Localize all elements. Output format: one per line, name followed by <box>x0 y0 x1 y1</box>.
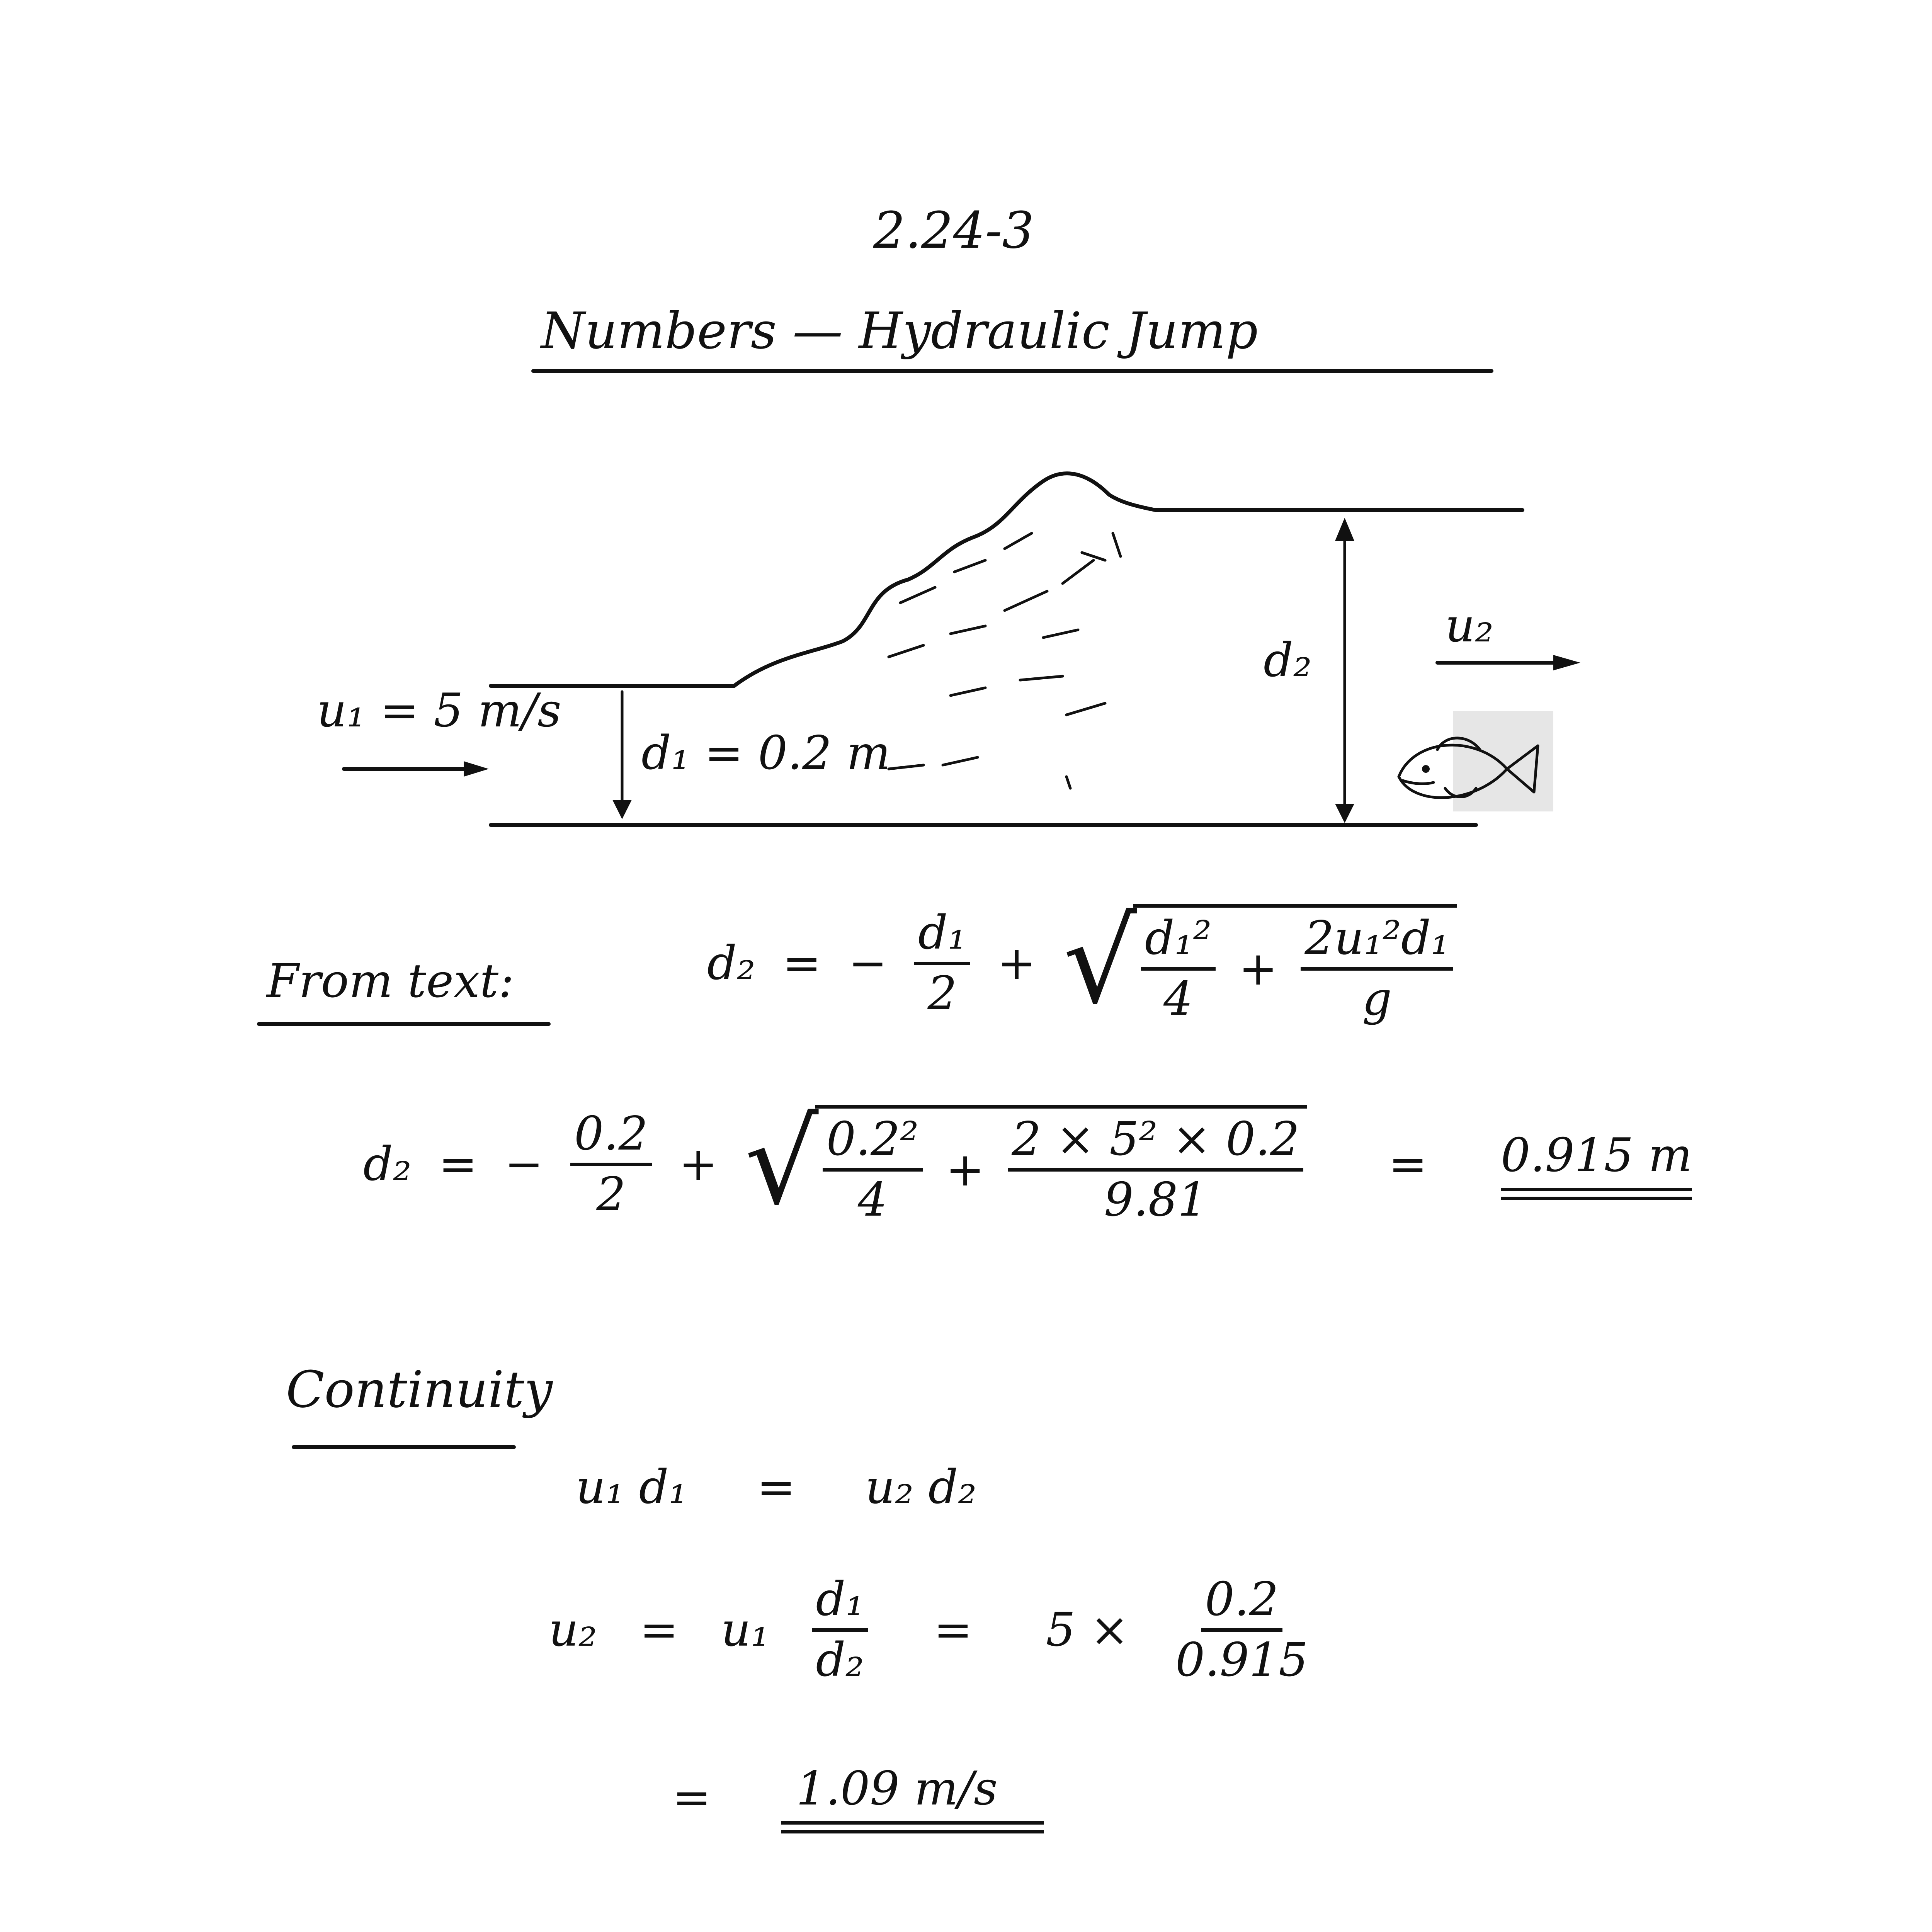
eq2-equals-2: = <box>1388 1137 1427 1191</box>
cont-l3-equals: = <box>672 1771 711 1825</box>
cont-l3-result-block <box>781 1762 1044 1833</box>
eq2-minus: − <box>504 1137 544 1191</box>
u2-label: u₂ <box>1445 599 1494 653</box>
eq2-lhs: d₂ <box>363 1137 412 1191</box>
d2-label: d₂ <box>1264 634 1312 687</box>
eq2-plus2: + <box>946 1143 985 1197</box>
cont-l3-result: 1.09 m/s <box>781 1762 1044 1825</box>
cont-l2-equals: = <box>639 1603 679 1657</box>
cont-l2-frac-0.2-over-0.915 <box>1172 1573 1312 1687</box>
eq1-plus2: + <box>1238 942 1278 996</box>
eq1-equals: = <box>782 936 821 990</box>
cont-l2-equals-2: = <box>934 1603 973 1657</box>
eq1-frac2-den: 4 <box>1163 972 1193 1026</box>
eq1-frac2-num: d₁² <box>1141 915 1216 971</box>
eq1-lhs: d₂ <box>707 936 755 990</box>
eq1-frac3-den: g <box>1362 972 1392 1026</box>
continuity-line-3 <box>672 1762 1044 1833</box>
cont-l2-frac2-den: 0.915 <box>1175 1633 1308 1687</box>
eq1-frac3-num: 2u₁²d₁ <box>1301 915 1453 971</box>
cont-l2-frac2-num: 0.2 <box>1201 1577 1282 1632</box>
eq2-frac2-num: 0.2² <box>823 1116 923 1172</box>
cont-l1-lhs: u₁ d₁ <box>576 1461 687 1514</box>
sqrt-icon: √ <box>1063 895 1137 1029</box>
from-text-label: From text: <box>267 954 514 1008</box>
eq1-plus: + <box>997 936 1036 990</box>
continuity-heading: Continuity <box>286 1360 553 1419</box>
problem-number: 2.24-3 <box>873 201 1034 260</box>
cont-l2-lhs: u₂ <box>549 1603 597 1657</box>
eq2-frac2-den: 4 <box>857 1173 888 1227</box>
cont-l2-frac-d1-over-d2 <box>812 1573 868 1687</box>
cont-l3-result-second-underline <box>781 1830 1044 1833</box>
cont-l2-u1: u₁ <box>721 1603 770 1657</box>
cont-l2-frac-den: d₂ <box>816 1633 864 1687</box>
cont-l2-coef: 5 × <box>1046 1603 1129 1657</box>
continuity-line-1 <box>576 1461 976 1514</box>
eq2-frac1-den: 2 <box>596 1167 626 1221</box>
eq2-plus: + <box>679 1137 718 1191</box>
continuity-line-2 <box>549 1573 1312 1687</box>
u1-label: u₁ = 5 m/s <box>317 684 561 738</box>
eq2-frac1-num: 0.2 <box>570 1111 652 1166</box>
cont-l1-equals: = <box>757 1461 796 1514</box>
page-title: Numbers — Hydraulic Jump <box>541 301 1258 360</box>
sqrt-icon: √ <box>745 1095 819 1230</box>
cont-l1-rhs: u₂ d₂ <box>865 1461 977 1514</box>
d1-label: d₁ = 0.2 m <box>641 726 891 780</box>
cont-l2-frac-num: d₁ <box>812 1577 868 1632</box>
eq1-frac1-den: 2 <box>927 966 957 1020</box>
eq2-equals: = <box>438 1137 478 1191</box>
eq2-result: 0.915 m <box>1501 1129 1692 1191</box>
eq1-frac1-num: d₁ <box>914 910 970 965</box>
eq2-frac3-den: 9.81 <box>1104 1173 1208 1227</box>
eq1-minus: − <box>848 936 888 990</box>
eq2-frac3-num: 2 × 5² × 0.2 <box>1008 1116 1303 1172</box>
